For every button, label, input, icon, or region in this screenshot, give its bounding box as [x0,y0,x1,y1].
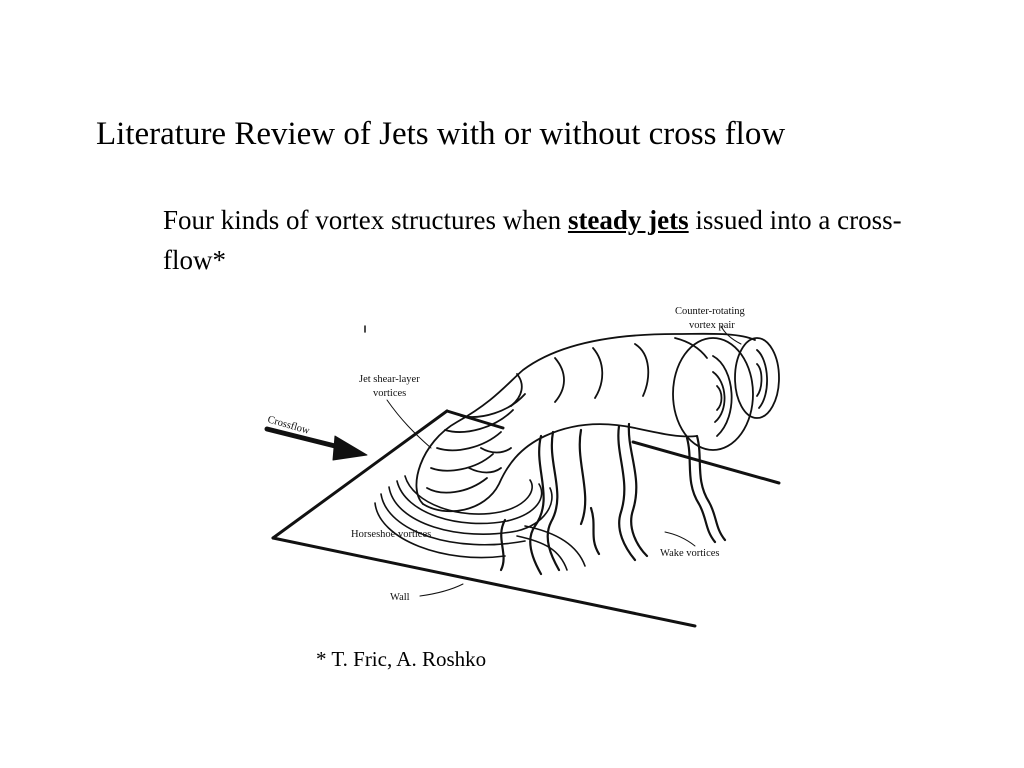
citation: * T. Fric, A. Roshko [316,647,487,671]
label-horseshoe-vortices: Horseshoe vortices [351,529,432,540]
wall-plate [273,411,779,626]
label-counter-rotating-line2: vortex pair [689,320,735,331]
horseshoe-vortices-drawing [375,476,585,570]
label-counter-rotating-line1: Counter-rotating [675,306,745,317]
label-shear-layer-line1: Jet shear-layer [359,374,420,385]
jet-column-drawing [416,334,755,511]
slide-title: Literature Review of Jets with or without cross flow [96,116,786,152]
vortex-structures-figure [255,298,795,633]
label-shear-layer-line2: vortices [373,388,407,399]
jet-in-crossflow-diagram [255,298,795,633]
label-wake-vortices: Wake vortices [660,548,720,559]
label-wall: Wall [390,592,410,603]
body-text-prefix: Four kinds of vortex structures when [163,205,568,235]
counter-rotating-vortex-pair-drawing [673,338,779,450]
slide-body-text [163,200,953,280]
body-emphasis-steady-jets: steady jets [567,205,689,235]
body-text-suffix: issued into a cross-flow* [163,205,902,275]
crossflow-arrow [267,429,367,460]
label-crossflow: Crossflow [266,414,311,437]
